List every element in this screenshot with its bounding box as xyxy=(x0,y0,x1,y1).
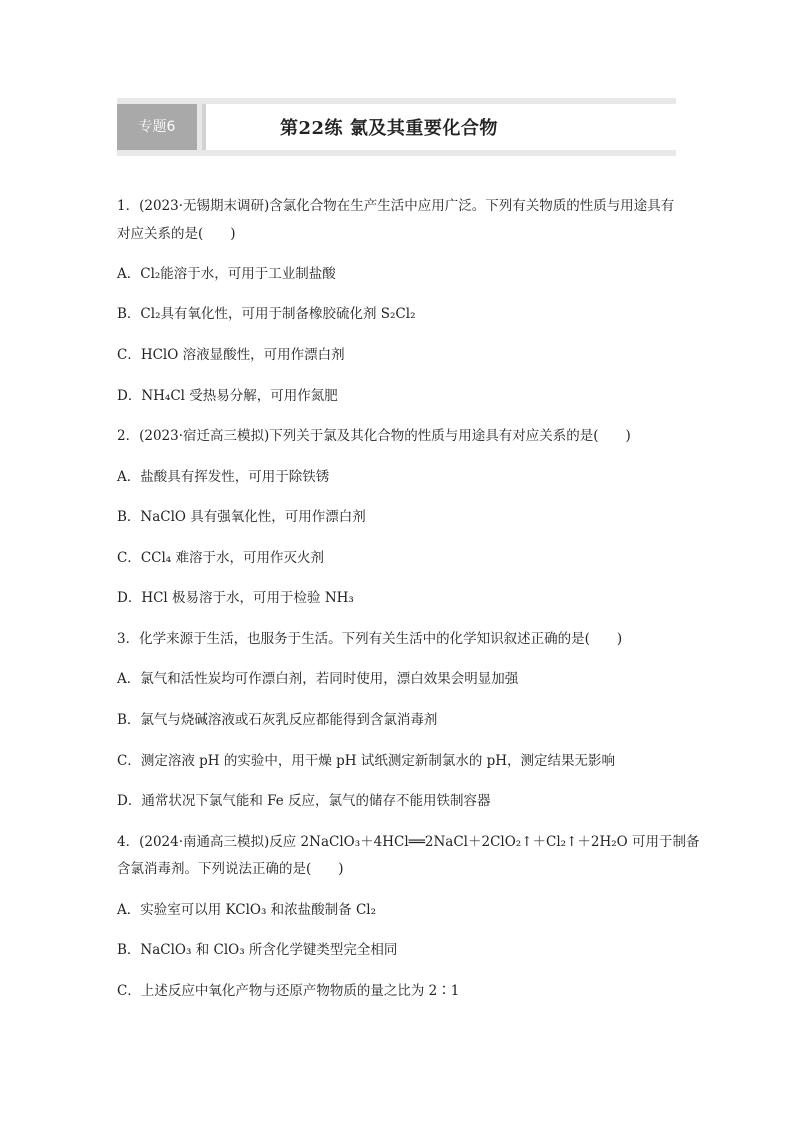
q4-option-c: C．上述反应中氧化产物与还原产物物质的量之比为 2∶1 xyxy=(117,983,460,999)
q1-stem-line2: 对应关系的是( ) xyxy=(117,226,236,242)
q3-option-d: D．通常状况下氯气能和 Fe 反应，氯气的储存不能用铁制容器 xyxy=(117,793,491,809)
q2-option-b: B．NaClO 具有强氧化性，可用作漂白剂 xyxy=(117,509,366,525)
q4-option-a: A．实验室可以用 KClO₃ 和浓盐酸制备 Cl₂ xyxy=(117,902,377,918)
q1-option-c: C．HClO 溶液显酸性，可用作漂白剂 xyxy=(117,347,345,363)
q1-option-d: D．NH₄Cl 受热易分解，可用作氮肥 xyxy=(117,388,338,404)
q2-option-d: D．HCl 极易溶于水，可用于检验 NH₃ xyxy=(117,590,354,606)
q4-stem-line2: 含氯消毒剂。下列说法正确的是( ) xyxy=(117,861,344,877)
q4-stem-line1: 4．(2024·南通高三模拟)反应 2NaClO₃＋4HCl══2NaCl＋2ClO₂↑＋Cl₂↑＋2H₂O 可用于制备 xyxy=(117,834,700,850)
topic-tag: 专题6 xyxy=(117,104,197,150)
q3-option-b: B．氯气与烧碱溶液或石灰乳反应都能得到含氯消毒剂 xyxy=(117,712,438,728)
q3-option-a: A．氯气和活性炭均可作漂白剂，若同时使用，漂白效果会明显加强 xyxy=(117,671,519,687)
q1-option-a: A．Cl₂能溶于水，可用于工业制盐酸 xyxy=(117,266,336,282)
q3-stem: 3．化学来源于生活，也服务于生活。下列有关生活中的化学知识叙述正确的是( ) xyxy=(117,631,623,647)
q1-stem-line1: 1．(2023·无锡期末调研)含氯化合物在生产生活中应用广泛。下列有关物质的性质与用途具有 xyxy=(117,198,675,214)
q2-option-a: A．盐酸具有挥发性，可用于除铁锈 xyxy=(117,469,330,485)
page-title: 第22练 氯及其重要化合物 xyxy=(280,118,498,139)
q1-option-b: B．Cl₂具有氧化性，可用于制备橡胶硫化剂 S₂Cl₂ xyxy=(117,306,416,322)
q4-option-b: B．NaClO₃ 和 ClO₃ 所含化学键类型完全相同 xyxy=(117,942,398,958)
q2-stem: 2．(2023·宿迁高三模拟)下列关于氯及其化合物的性质与用途具有对应关系的是( ) xyxy=(117,428,631,444)
q2-option-c: C．CCl₄ 难溶于水，可用作灭火剂 xyxy=(117,550,325,566)
q3-option-c: C．测定溶液 pH 的实验中，用干燥 pH 试纸测定新制氯水的 pH，测定结果无影响 xyxy=(117,753,616,769)
